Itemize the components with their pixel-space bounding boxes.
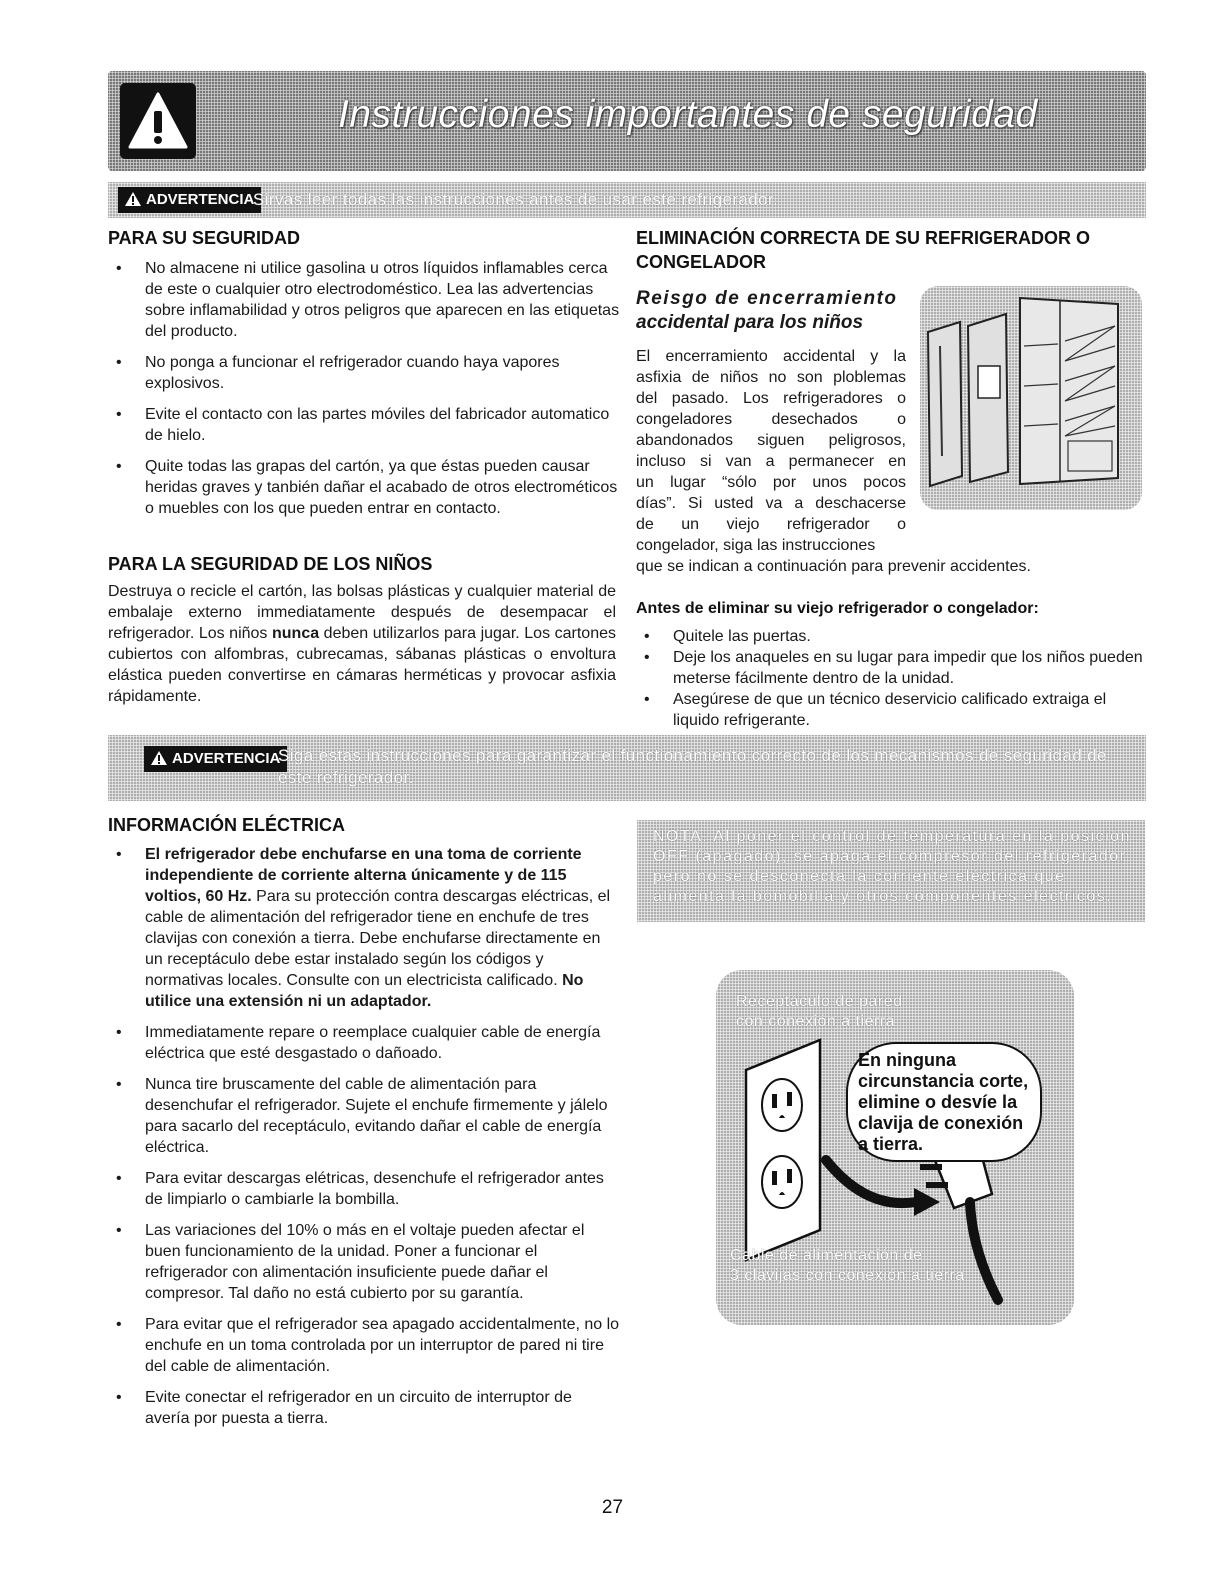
warning-triangle-icon	[120, 83, 196, 159]
page-title: Instrucciones importantes de seguridad	[338, 93, 1038, 136]
list-item: • Quitele las puertas.	[644, 628, 811, 645]
list-item: • Las variaciones del 10% o más en el voltaje pueden afectar el buen funcionamiento de la unidad. Poner a funcionar el refrigerador con alimentación insuficiente puede dañar el compresor. Tal daño no está cubierto por su garantía.	[116, 1222, 585, 1302]
advertencia-badge	[118, 187, 261, 213]
callout-bubble	[846, 1042, 1042, 1162]
advertencia-label: ADVERTENCIA	[146, 191, 255, 208]
outlet-illustration	[716, 970, 1074, 1325]
list-item: • Evite conectar el refrigerador en un circuito de interruptor de avería por puesta a tierra.	[116, 1389, 572, 1427]
ninos-paragraph: Destruya o recicle el cartón, las bolsas plásticas y cualquier material de embalaje externo immediatamente después de desempacar el refrigerador. Los niños nunca deben utilizarlos para jugar. Los cartones cubiertos con alfombras, cubrecamas, sábanas plásticas o envoltura elástica pueden convertirse en cámaras herméticas y provocar asfixia rápidamente.	[108, 583, 616, 705]
warning-icon	[124, 191, 142, 207]
warning-bar-read-instructions	[108, 182, 1146, 218]
list-item: • El refrigerador debe enchufarse en una toma de corriente independiente de corriente alterna únicamente y de 115 voltios, 60 Hz. Para su protección contra descargas eléctricas, el cable de alimentación del refrigerador tiene en enchufe de tres clavijas con conexión a tierra. Debe enchufarse directamente en un receptáculo debe estar instalado según los códigos y normativas locales. Consulte con un electricista calificado. No utilice una extensión ni un adaptador.	[116, 846, 611, 1010]
seguridad-list	[108, 258, 620, 529]
section-heading-eliminacion: ELIMINACIÓN CORRECTA DE SU REFRIGERADOR O CONGELADOR	[636, 228, 1091, 272]
warning-text: Siga estas instrucciones para garantizar el functionamiento correcto de los mecanismos de seguridad de este refrigerador.	[278, 746, 1107, 787]
warning-bar-safety-mechanisms	[108, 735, 1146, 801]
outlet-label-bottom: Cable de alimentación de 3 clavijas con conexión a tierra	[730, 1247, 965, 1284]
section-heading-ninos: PARA LA SEGURIDAD DE LOS NIÑOS	[108, 554, 433, 574]
advertencia-label: ADVERTENCIA	[172, 750, 281, 767]
refrigerator-illustration	[920, 286, 1142, 510]
list-item: • Nunca tire bruscamente del cable de alimentación para desenchufar el refrigerador. Sujete el enchufe firmemente y jálelo para sacarlo del receptáculo, evitando dañar el cable de energía eléctrica.	[116, 1076, 608, 1156]
outlet-label-top: Receptáculo de pared con conexión a tierra	[736, 993, 903, 1030]
advertencia-badge	[144, 746, 287, 772]
eliminacion-paragraph: El encerramiento accidental y la asfixia de niños no son ploblemas del pasado. Los refrigeradores o congeladores desechados o abandonados siguen peligrosos, incluso si van a permanecer en un lugar “sólo por unos pocos días”. Si usted va a deschacerse de un viejo refrigerador o congelador, siga las instrucciones que se indican a continuación para prevenir accidentes.	[636, 348, 1031, 575]
list-item: • Para evitar descargas elétricas, desenchufe el refrigerador antes de limpiarlo o cambiarle la bombilla.	[116, 1170, 604, 1208]
list-item: • No ponga a funcionar el refrigerador cuando haya vapores explosivos.	[116, 354, 560, 392]
antes-heading: Antes de eliminar su viejo refrigerador o congelador:	[636, 600, 1039, 617]
list-item: • No almacene ni utilice gasolina u otros líquidos inflamables cerca de este o cualquier otro electrodoméstico. Lea las advertencias sobre inflamabilidad y otros peligros que aparecen en las etiquetas del producto.	[116, 260, 620, 340]
list-item: • Asegúrese de que un técnico deservicio calificado extraiga el liquido refrigerante.	[644, 691, 1107, 729]
warning-text: Sirvas leer todas las instrucciones antes de usar este refrigerador.	[253, 190, 779, 209]
list-item: • Quite todas las grapas del cartón, ya que éstas pueden causar heridas graves y tanbién dañar el acabado de otros electrométicos o muebles con los que pueden entrar en contacto.	[116, 458, 618, 517]
list-item: • Para evitar que el refrigerador sea apagado accidentalmente, no lo enchufe en un toma controlada por un interruptor de pared ni tire del cable de alimentación.	[116, 1316, 620, 1375]
nota-text: NOTA: Al poner el control de temperatura en la posición OFF (apagado), se apaga el compresor del refrigerador pero no se desconecta la corriente eléctrica que alimenta la bomobilla y otros componentes eléctricos.	[653, 828, 1131, 905]
callout-text: En ninguna circunstancia corte, elimine o desvíe la clavija de conexión a tierra.	[858, 1050, 1029, 1154]
section-heading-seguridad: PARA SU SEGURIDAD	[108, 228, 301, 248]
list-item: • Immediatamente repare o reemplace cualquier cable de energía eléctrica que esté desgastado o dañoado.	[116, 1024, 601, 1062]
list-item: • Deje los anaqueles en su lugar para impedir que los niños pueden meterse fácilmente dentro de la unidad.	[644, 649, 1143, 687]
riesgo-subheading: Reisgo de encerramiento accidental para los niños	[636, 288, 898, 333]
refrigerator-icon	[920, 286, 1142, 510]
page-number: 27	[601, 1497, 624, 1518]
section-heading-electrica: INFORMACIÓN ELÉCTRICA	[108, 815, 345, 835]
antes-list	[636, 626, 1146, 731]
list-item: • Evite el contacto con las partes móviles del fabricador automatico de hielo.	[116, 406, 610, 444]
warning-icon	[150, 750, 168, 766]
electrica-list	[108, 844, 620, 1439]
header-banner	[108, 71, 1146, 171]
nota-box	[637, 820, 1145, 922]
